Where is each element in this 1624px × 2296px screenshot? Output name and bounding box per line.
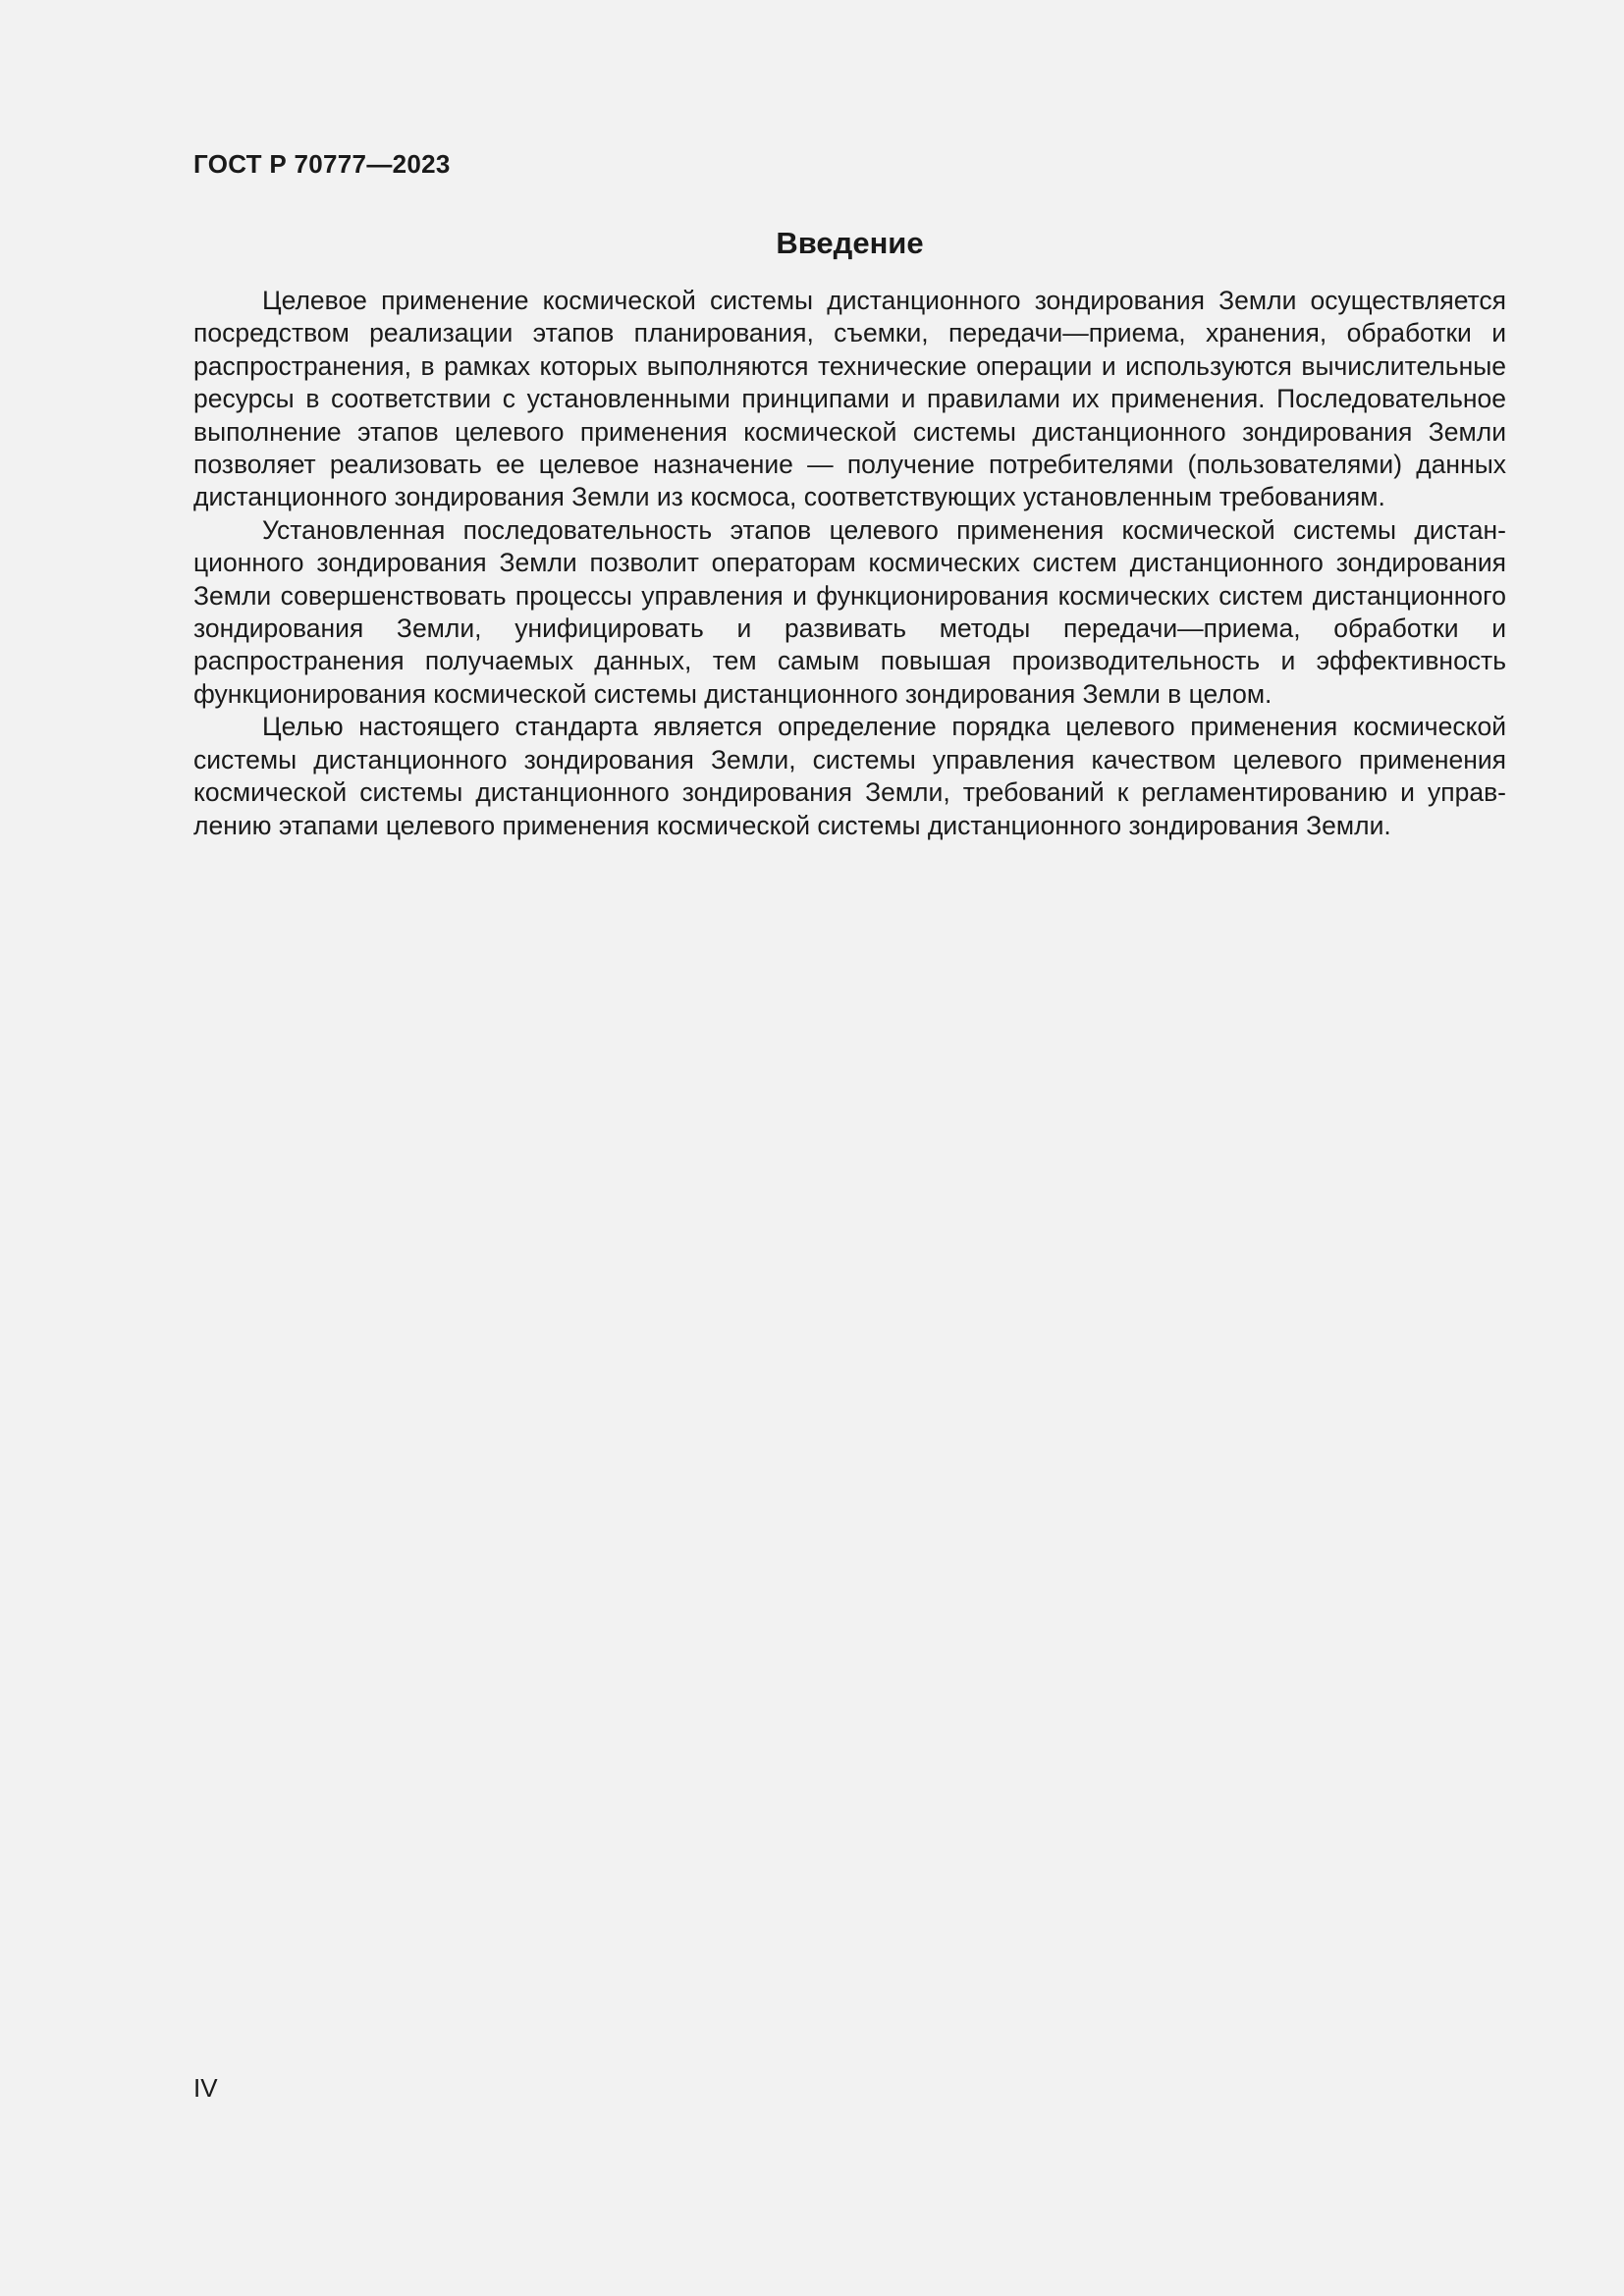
paragraph-1: Целевое применение космической системы дистанционного зондирования Земли осуществляется посредством реализации этапов планирования, съемки, передачи—приема, хранения, обработки и распространения, в рамках которых выполняются технические операции и используются вычислительные ресурсы в соответствии с установленными принципами и правилами их применения. Последовательное выполнение этапов целевого применения космической системы дистанционного зондирования Земли позволяет реализовать ее целевое назначение — получение потребителями (пользователями) данных дистанционного зондирования Земли из космоса, соответствующих установленным требованиям.: [193, 286, 1506, 512]
paragraph-2: Установленная последовательность этапов целевого применения космической системы дистанционного зондирования Земли позволит операторам космических систем дистанционного зондирования Земли совершенствовать процессы управления и функционирования космических систем дистанционного зондирования Земли, унифицировать и развивать методы передачи—приема, обработки и распространения получаемых данных, тем самым повышая производительность и эффективность функционирования космической системы дистанционного зондирования Земли в целом.: [193, 514, 1506, 709]
document-header-code: ГОСТ Р 70777—2023: [193, 149, 451, 179]
body-text: [193, 285, 1506, 842]
paragraph-3: Целью настоящего стандарта является определение порядка целевого применения космической системы дистанционного зондирования Земли, системы управления качеством целевого применения космической системы дистанционного зондирования Земли, требований к регламентированию и управлению этапами целевого применения космической системы дистанционного зондирования Земли.: [193, 712, 1506, 840]
page-number: IV: [193, 2073, 218, 2103]
section-title: Введение: [776, 226, 924, 260]
